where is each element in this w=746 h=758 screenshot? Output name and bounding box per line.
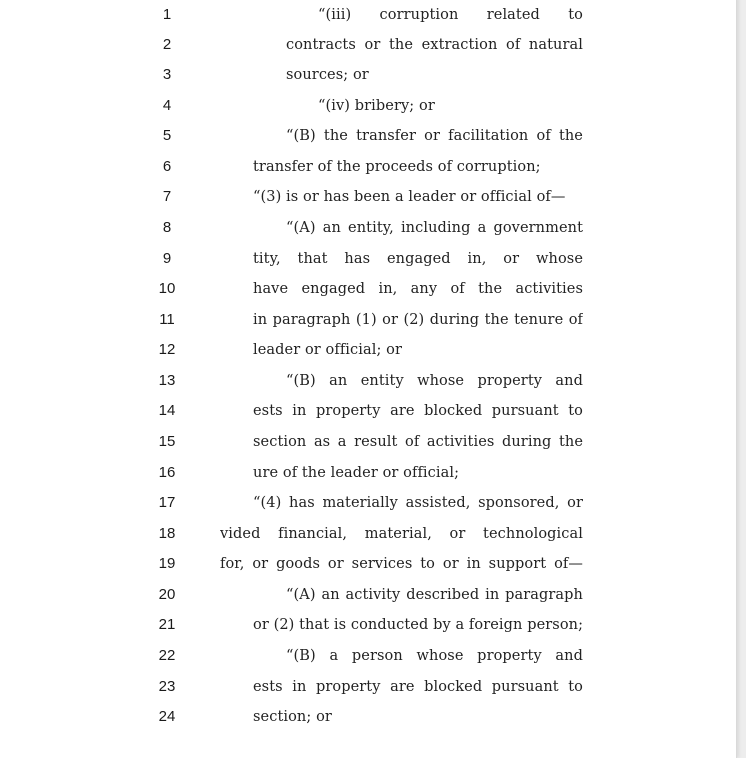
line-text: “(B) the transfer or facilitation of the: [286, 128, 583, 144]
line-number: 9: [162, 250, 172, 267]
line-number: 10: [158, 280, 176, 297]
line-text: sources; or: [286, 67, 369, 83]
line-number: 21: [158, 616, 176, 633]
text-line: [0, 549, 736, 579]
line-number: 18: [158, 525, 176, 542]
line-number: 20: [158, 586, 176, 603]
line-text: transfer of the proceeds of corruption;: [253, 159, 541, 175]
text-line: [0, 672, 736, 702]
line-text: “(4) has materially assisted, sponsored, or: [253, 495, 583, 511]
line-text: “(A) an entity, including a government: [286, 220, 583, 236]
line-text: “(B) a person whose property and: [286, 648, 583, 664]
text-line: [0, 610, 736, 640]
text-line: [0, 366, 736, 396]
line-text: have engaged in, any of the activities: [253, 281, 583, 297]
line-number: 6: [162, 158, 172, 175]
line-number: 2: [162, 36, 172, 53]
text-line: [0, 152, 736, 182]
text-line: [0, 335, 736, 365]
line-text: contracts or the extraction of natural: [286, 37, 583, 53]
text-line: [0, 213, 736, 243]
line-number: 14: [158, 402, 176, 419]
line-text: ests in property are blocked pursuant to: [253, 403, 583, 419]
line-number: 1: [162, 6, 172, 23]
text-line: [0, 182, 736, 212]
text-line: [0, 30, 736, 60]
text-line: [0, 60, 736, 90]
line-text: section; or: [253, 709, 332, 725]
text-line: [0, 702, 736, 732]
line-number: 7: [162, 188, 172, 205]
text-line: [0, 91, 736, 121]
text-line: [0, 519, 736, 549]
text-line: [0, 396, 736, 426]
text-line: [0, 641, 736, 671]
line-text: tity, that has engaged in, or whose: [253, 251, 583, 267]
text-line: [0, 488, 736, 518]
line-number: 4: [162, 97, 172, 114]
line-number: 3: [162, 66, 172, 83]
text-line: [0, 427, 736, 457]
line-text: vided financial, material, or technological: [220, 526, 583, 542]
line-number: 11: [159, 311, 175, 328]
line-text: ure of the leader or official;: [253, 465, 460, 481]
line-number: 24: [158, 708, 176, 725]
line-text: for, or goods or services to or in support of—: [220, 556, 583, 572]
line-text: or (2) that is conducted by a foreign person;: [253, 617, 584, 633]
line-number: 22: [158, 647, 176, 664]
line-text: leader or official; or: [253, 342, 403, 358]
line-number: 12: [158, 341, 176, 358]
line-text: “(A) an activity described in paragraph: [286, 587, 583, 603]
line-number: 15: [158, 433, 176, 450]
line-text: ests in property are blocked pursuant to: [253, 679, 583, 695]
line-number: 19: [158, 555, 176, 572]
line-text: “(3) is or has been a leader or official of—: [253, 189, 566, 205]
line-text: section as a result of activities during the: [253, 434, 583, 450]
line-text: “(iii) corruption related to: [318, 7, 583, 23]
line-number: 13: [158, 372, 176, 389]
text-line: [0, 305, 736, 335]
line-number: 8: [162, 219, 172, 236]
text-line: [0, 274, 736, 304]
text-line: [0, 121, 736, 151]
line-text: in paragraph (1) or (2) during the tenure of: [253, 312, 583, 328]
text-line: [0, 244, 736, 274]
line-number: 23: [158, 678, 176, 695]
line-text: “(B) an entity whose property and: [286, 373, 583, 389]
text-line: [0, 458, 736, 488]
line-number: 16: [158, 464, 176, 481]
line-number: 5: [162, 127, 172, 144]
line-text: “(iv) bribery; or: [318, 98, 435, 114]
line-number: 17: [158, 494, 176, 511]
text-line: [0, 580, 736, 610]
text-line: [0, 0, 736, 30]
